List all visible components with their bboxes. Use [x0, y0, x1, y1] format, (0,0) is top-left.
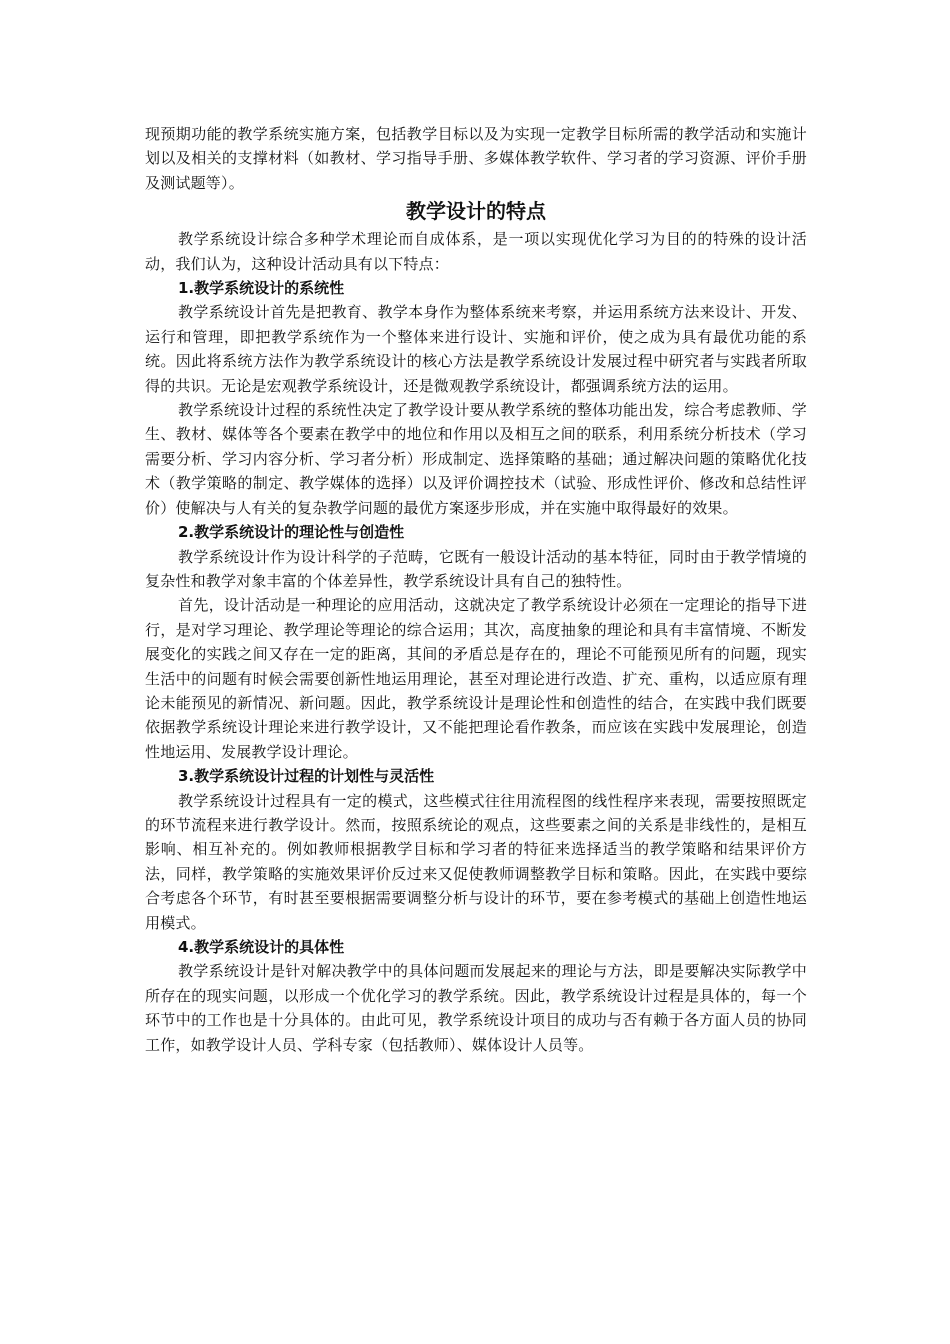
page-title: 教学设计的特点	[406, 199, 546, 224]
section-paragraph: 教学系统设计作为设计科学的子范畴，它既有一般设计活动的基本特征，同时由于教学情境的复杂性和教学对象丰富的个体差异性，教学系统设计具有自己的独特性。	[145, 547, 807, 590]
intro-continuation-paragraph: 现预期功能的教学系统实施方案，包括教学目标以及为实现一定教学目标所需的教学活动和实施计划以及相关的支撑材料（如教材、学习指导手册、多媒体教学软件、学习者的学习资源、评价手册及测试题等）。	[145, 125, 807, 192]
section-paragraph: 教学系统设计是针对解决教学中的具体问题而发展起来的理论与方法，即是要解决实际教学中所存在的现实问题，以形成一个优化学习的教学系统。因此，教学系统设计过程是具体的，每一个环节中的工作也是十分具体的。由此可见，教学系统设计项目的成功与否有赖于各方面人员的协同工作，如教学设计人员、学科专家（包括教师）、媒体设计人员等。	[145, 962, 807, 1054]
section-heading-theory-creativity: 2.教学系统设计的理论性与创造性	[178, 523, 405, 542]
document-page	[145, 122, 807, 1057]
intro-paragraph: 教学系统设计综合多种学术理论而自成体系，是一项以实现优化学习为目的的特殊的设计活动，我们认为，这种设计活动具有以下特点：	[145, 230, 807, 273]
section-paragraph: 教学系统设计过程的系统性决定了教学设计要从教学系统的整体功能出发，综合考虑教师、学生、教材、媒体等各个要素在教学中的地位和作用以及相互之间的联系，利用系统分析技术（学习需要分析、学习内容分析、学习者分析）形成制定、选择策略的基础；通过解决问题的策略优化技术（教学策略的制定、教学媒体的选择）以及评价调控技术（试验、形成性评价、修改和总结性评价）使解决与人有关的复杂教学问题的最优方案逐步形成，并在实施中取得最好的效果。	[145, 401, 807, 517]
section-heading-plan-flexibility: 3.教学系统设计过程的计划性与灵活性	[178, 767, 435, 786]
section-heading-systematic: 1.教学系统设计的系统性	[178, 279, 345, 298]
section-heading-concreteness: 4.教学系统设计的具体性	[178, 938, 345, 956]
section-paragraph: 教学系统设计首先是把教育、教学本身作为整体系统来考察，并运用系统方法来设计、开发、运行和管理，即把教学系统作为一个整体来进行设计、实施和评价，使之成为具有最优功能的系统。因此将系统方法作为教学系统设计的核心方法是教学系统设计发展过程中研究者与实践者所取得的共识。无论是宏观教学系统设计，还是微观教学系统设计，都强调系统方法的运用。	[145, 303, 807, 395]
section-paragraph: 首先，设计活动是一种理论的应用活动，这就决定了教学系统设计必须在一定理论的指导下进行，是对学习理论、教学理论等理论的综合运用；其次，高度抽象的理论和具有丰富情境、不断发展变化的实践之间又存在一定的距离，其间的矛盾总是存在的，理论不可能预见所有的问题，现实生活中的问题有时候会需要创新性地运用理论，甚至对理论进行改造、扩充、重构，以适应原有理论未能预见的新情况、新问题。因此，教学系统设计是理论性和创造性的结合，在实践中我们既要依据教学系统设计理论来进行教学设计，又不能把理论看作教条，而应该在实践中发展理论，创造性地运用、发展教学设计理论。	[145, 596, 807, 761]
section-paragraph: 教学系统设计过程具有一定的模式，这些模式往往用流程图的线性程序来表现，需要按照既定的环节流程来进行教学设计。然而，按照系统论的观点，这些要素之间的关系是非线性的，是相互影响、相互补充的。例如教师根据教学目标和学习者的特征来选择适当的教学策略和结果评价方法，同样，教学策略的实施效果评价反过来又促使教师调整教学目标和策略。因此，在实践中要综合考虑各个环节，有时甚至要根据需要调整分析与设计的环节，要在参考模式的基础上创造性地运用模式。	[145, 791, 807, 932]
